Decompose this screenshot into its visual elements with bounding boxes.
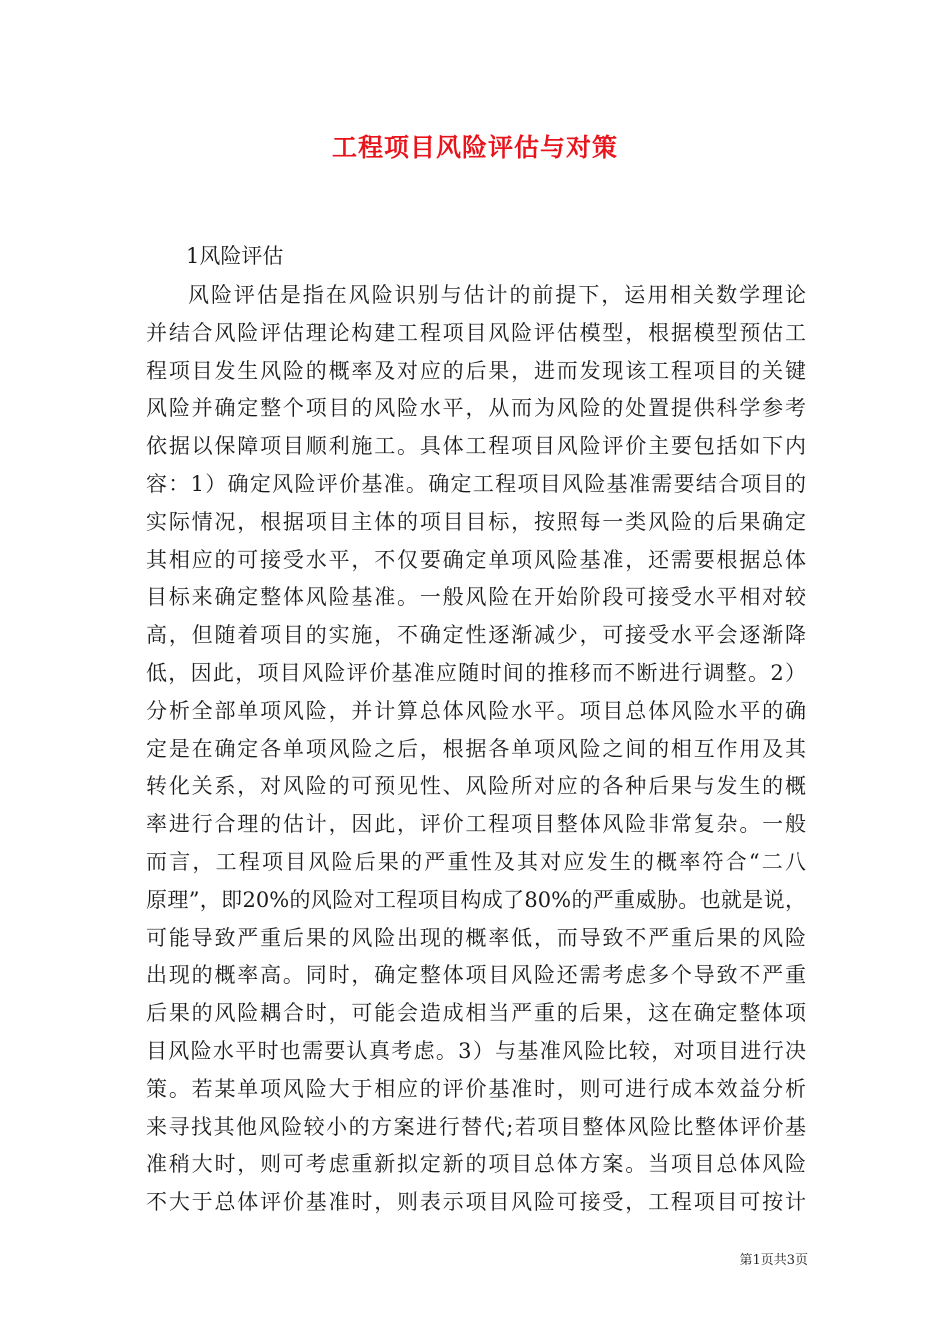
- body-line: 转化关系，对风险的可预见性、风险所对应的各种后果与发生的概: [146, 774, 806, 799]
- body-line: 不大于总体评价基准时，则表示项目风险可接受，工程项目可按计: [146, 1190, 806, 1215]
- section-heading: 1风险评估: [186, 244, 284, 268]
- body-line: 定是在确定各单项风险之后，根据各单项风险之间的相互作用及其: [146, 736, 806, 761]
- body-line: 策。若某单项风险大于相应的评价基准时，则可进行成本效益分析: [146, 1076, 806, 1101]
- body-line: 依据以保障项目顺利施工。具体工程项目风险评价主要包括如下内: [146, 434, 806, 459]
- body-line: 高，但随着项目的实施，不确定性逐渐减少，可接受水平会逐渐降: [146, 623, 806, 648]
- body-line: 容：1）确定风险评价基准。确定工程项目风险基准需要结合项目的: [146, 471, 806, 496]
- body-line: 并结合风险评估理论构建工程项目风险评估模型，根据模型预估工: [146, 320, 806, 345]
- body-line: 目风险水平时也需要认真考虑。3）与基准风险比较，对项目进行决: [146, 1038, 806, 1063]
- body-line: 其相应的可接受水平，不仅要确定单项风险基准，还需要根据总体: [146, 547, 806, 572]
- body-line: 而言，工程项目风险后果的严重性及其对应发生的概率符合“二八: [146, 849, 806, 874]
- body-line: 率进行合理的估计，因此，评价工程项目整体风险非常复杂。一般: [146, 812, 806, 837]
- body-line: 目标来确定整体风险基准。一般风险在开始阶段可接受水平相对较: [146, 585, 806, 610]
- page-indicator: 第1页共3页: [739, 1253, 808, 1268]
- body-line: 原理”，即20%的风险对工程项目构成了80%的严重威胁。也就是说，: [146, 887, 806, 912]
- body-line: 出现的概率高。同时，确定整体项目风险还需考虑多个导致不严重: [146, 963, 806, 988]
- body-line: 风险并确定整个项目的风险水平，从而为风险的处置提供科学参考: [146, 396, 806, 421]
- body-line: 可能导致严重后果的风险出现的概率低，而导致不严重后果的风险: [146, 925, 806, 950]
- body-line: 后果的风险耦合时，可能会造成相当严重的后果，这在确定整体项: [146, 1001, 806, 1026]
- body-line: 低，因此，项目风险评价基准应随时间的推移而不断进行调整。2）: [146, 660, 806, 685]
- body-text: [146, 277, 806, 1222]
- body-line: 风险评估是指在风险识别与估计的前提下，运用相关数学理论: [188, 283, 806, 307]
- body-line: 分析全部单项风险，并计算总体风险水平。项目总体风险水平的确: [146, 698, 806, 723]
- body-line: 程项目发生风险的概率及对应的后果，进而发现该工程项目的关键: [146, 358, 806, 383]
- body-line: 准稍大时，则可考虑重新拟定新的项目总体方案。当项目总体风险: [146, 1152, 806, 1177]
- document-title: 工程项目风险评估与对策: [331, 133, 618, 162]
- body-line: 来寻找其他风险较小的方案进行替代;若项目整体风险比整体评价基: [146, 1114, 806, 1139]
- body-line: 实际情况，根据项目主体的项目目标，按照每一类风险的后果确定: [146, 509, 806, 534]
